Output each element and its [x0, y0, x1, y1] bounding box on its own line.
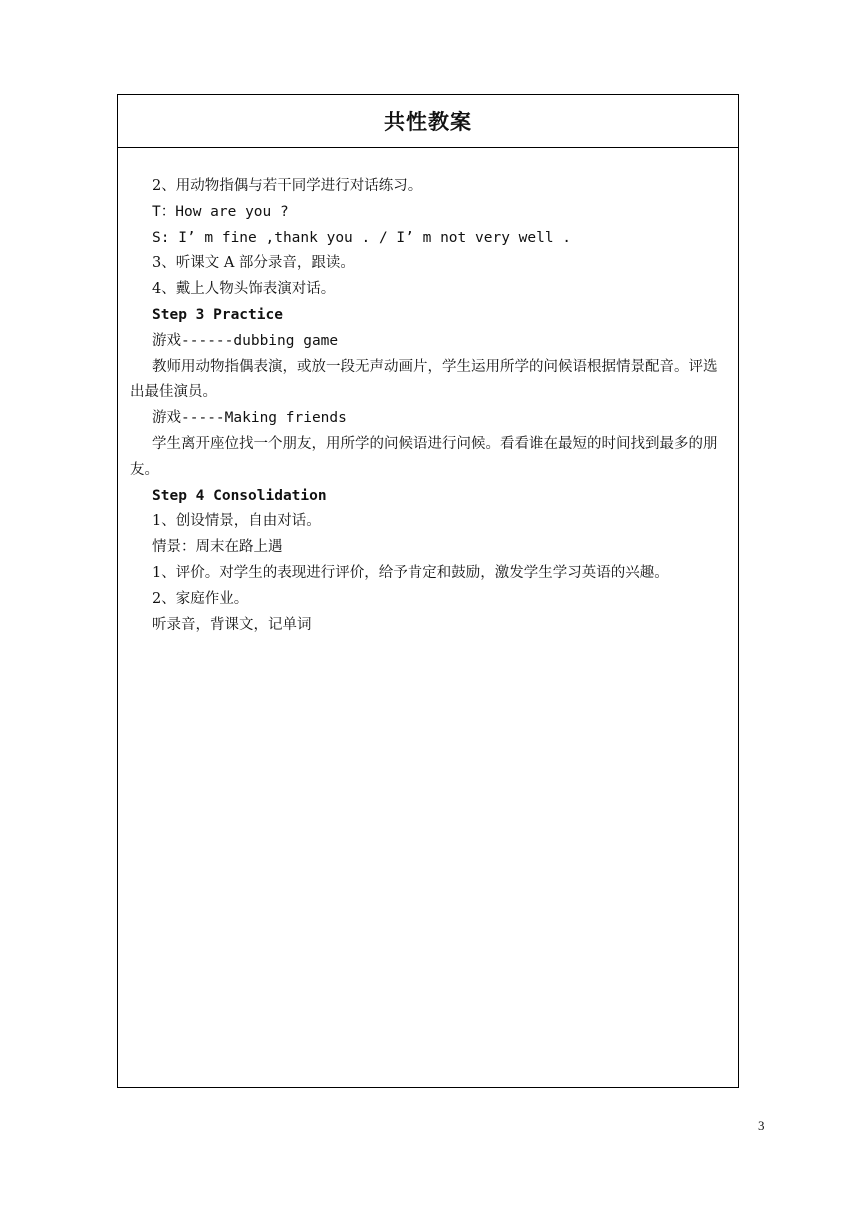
content-line: 3、听课文 A 部分录音，跟读。 — [152, 255, 355, 272]
content-line: 1、评价。对学生的表现进行评价，给予肯定和鼓励，激发学生学习英语的兴趣。 — [152, 564, 669, 581]
content-line: S: I’ m fine ,thank you . / I’ m not very well . — [152, 229, 572, 246]
content-line: 学生离开座位找一个朋友，用所学的问候语进行问候。看看谁在最短的时间找到最多的朋友。 — [130, 435, 718, 478]
page-title: 共性教案 — [384, 110, 472, 134]
content-line: T：How are you ? — [152, 203, 289, 220]
content-line: 教师用动物指偶表演，或放一段无声动画片，学生运用所学的问候语根据情景配音。评选出最佳演员。 — [130, 358, 718, 401]
page-number: 3 — [758, 1118, 765, 1133]
content-line: 4、戴上人物头饰表演对话。 — [152, 281, 336, 298]
content-line: 2、家庭作业。 — [152, 590, 249, 607]
step-heading: Step 3 Practice — [152, 306, 283, 323]
title-row — [118, 95, 738, 148]
content-line: 1、创设情景，自由对话。 — [152, 513, 321, 530]
content-line: 游戏------dubbing game — [152, 332, 339, 349]
content-line: 情景：周末在路上遇 — [152, 539, 283, 556]
content-line: 2、用动物指偶与若干同学进行对话练习。 — [152, 178, 423, 194]
content-line: 游戏-----Making friends — [152, 410, 347, 427]
step-heading: Step 4 Consolidation — [152, 487, 327, 504]
lesson-content — [118, 148, 738, 638]
content-line: 听录音，背课文，记单词 — [152, 616, 312, 633]
lesson-plan-table — [117, 94, 739, 1088]
